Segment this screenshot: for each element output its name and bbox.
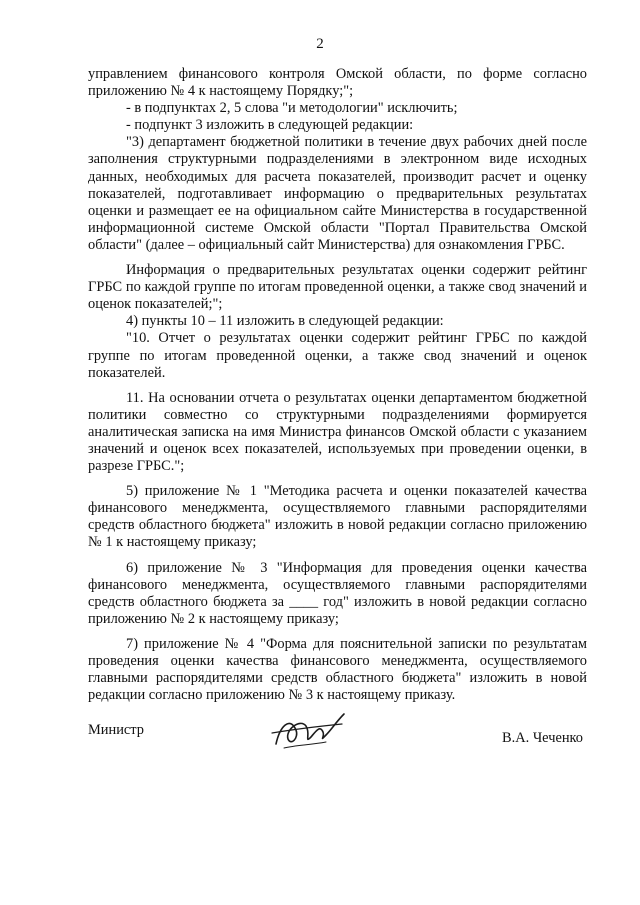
document-body <box>88 66 587 704</box>
page-number: 2 <box>316 36 324 52</box>
paragraph-2: - в подпунктах 2, 5 слова "и методологии" исключить; <box>126 100 458 117</box>
paragraph-3: - подпункт 3 изложить в следующей редакции: <box>126 117 414 134</box>
paragraph-7: "10. Отчет о результатах оценки содержит рейтинг ГРБС по каждой группе по итогам проведенной оценки, а также свод значений и оценок показателей. <box>88 330 587 381</box>
position-title: Министр <box>88 722 144 738</box>
paragraph-9: 5) приложение № 1 "Методика расчета и оценки показателей качества финансового менеджмента, осуществляемого главными распорядителями средств областного бюджета" изложить в новой редакции согласно приложению № 1 к настоящему приказу; <box>88 483 587 551</box>
paragraph-5: Информация о предварительных результатах оценки содержит рейтинг ГРБС по каждой группе по итогам проведенной оценки, а также свод значений и оценок показателей;"; <box>88 262 587 313</box>
paragraph-11: 7) приложение № 4 "Форма для пояснительной записки по результатам проведения оценки качества финансового менеджмента, осуществляемого главными распорядителями средств областного бюджета" изложить в новой редакции согласно приложению № 3 к настоящему приказу. <box>88 635 587 704</box>
paragraph-4: "3) департамент бюджетной политики в течение двух рабочих дней после заполнения структурными подразделениями в электронном виде исходных данных, необходимых для расчета показателей, производит расчет и оценку показателей, подготавливает информацию о предварительных результатах оценки и размещает ее на официальном сайте Министерства в государственной информационной системе Омской области "Портал Правительства Омской области" (далее – официальный сайт Министерства) для ознакомления ГРБС. <box>88 134 587 253</box>
signer-name: В.А. Чеченко <box>502 730 583 746</box>
paragraph-10: 6) приложение № 3 "Информация для проведения оценки качества финансового менеджмента, осуществляемого главными распорядителями средств областного бюджета за ____ год" изложить в новой редакции согласно приложению № 2 к настоящему приказу; <box>88 559 587 627</box>
signature-block <box>88 722 587 762</box>
paragraph-6: 4) пункты 10 – 11 изложить в следующей редакции: <box>126 313 444 330</box>
handwritten-signature <box>266 706 348 754</box>
paragraph-1: управлением финансового контроля Омской области, по форме согласно приложению № 4 к настоящему Порядку;"; <box>88 66 587 100</box>
paragraph-8: 11. На основании отчета о результатах оценки департаментом бюджетной политики совместно со структурными подразделениями формируется аналитическая записка на имя Министра финансов Омской области с указанием значений и оценок всех показателей, используемых при проведении оценки, в разрезе ГРБС."; <box>88 389 587 475</box>
